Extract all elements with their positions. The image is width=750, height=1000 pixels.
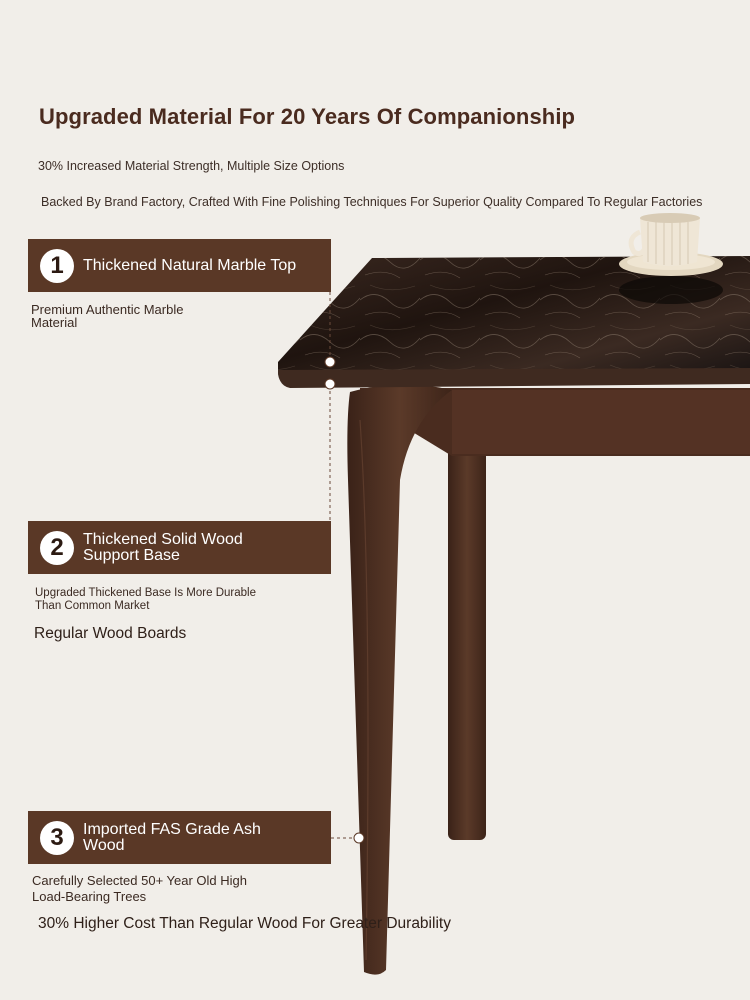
feature-number-3: 3: [40, 821, 74, 855]
marker-dot-1: [325, 357, 335, 367]
feature-number-1: 1: [40, 249, 74, 283]
subtitle-strength: 30% Increased Material Strength, Multiple Size Options: [38, 159, 345, 173]
feature-title-1: Thickened Natural Marble Top: [83, 256, 297, 274]
feature-badge-3: [28, 811, 331, 864]
feature-desc-2: Upgraded Thickened Base Is More Durable Than Common Market: [35, 587, 256, 612]
marker-dot-3: [354, 833, 364, 843]
feature-badge-1: [28, 239, 331, 292]
feature-number-2: 2: [40, 531, 74, 565]
back-leg: [448, 440, 486, 840]
feature-badge-2: [28, 521, 331, 574]
feature-title-3: Imported FAS Grade Ash Wood: [83, 820, 261, 854]
feature-desc-1: Premium Authentic Marble Material: [31, 302, 184, 330]
subtitle-factory: Backed By Brand Factory, Crafted With Fine Polishing Techniques For Superior Quality Compared To Regular Factories: [41, 195, 703, 209]
feature-desc-3: Carefully Selected 50+ Year Old High Load-Bearing Trees: [32, 873, 247, 904]
cup: [640, 218, 700, 266]
marker-dot-2: [325, 379, 335, 389]
page-title: Upgraded Material For 20 Years Of Companionship: [39, 104, 576, 129]
feature-desc-2-extra: Regular Wood Boards: [34, 625, 187, 642]
feature-desc-3-extra: 30% Higher Cost Than Regular Wood For Greater Durability: [38, 915, 451, 932]
feature-title-2: Thickened Solid Wood Support Base: [83, 530, 243, 564]
